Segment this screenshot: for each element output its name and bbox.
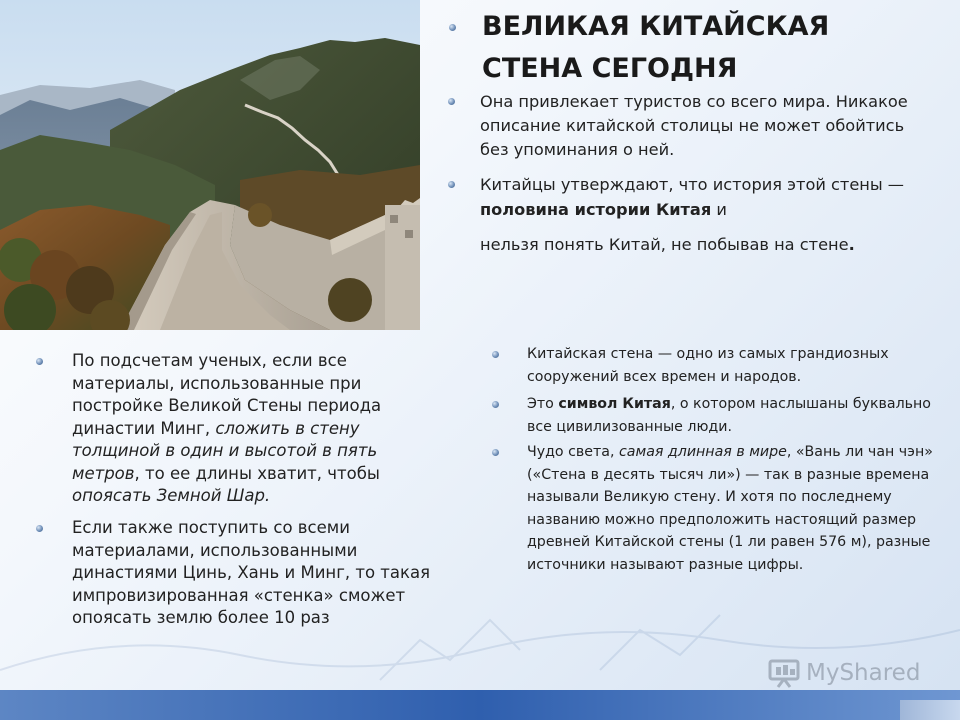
- bullet-icon: [492, 449, 499, 456]
- title-bullet-icon: [449, 24, 456, 31]
- tourists-paragraph: Она привлекает туристов со всего мира. Никакое описание китайской столицы не может обойтись без упоминания о ней.: [480, 92, 908, 159]
- names-paragraph: Чудо света, самая длинная в мире, «Вань ли чан чэн» («Стена в десять тысяч ли») — так в разные времена называли Великую стену. И хотя по последнему названию можно предположить настоящий размер древней Китайской стены (1 ли равен 576 м), разные источники называют разные цифры.: [527, 444, 933, 573]
- page-curl-decor: [900, 700, 960, 720]
- bullet-icon: [36, 525, 43, 532]
- bullet-icon: [448, 98, 455, 105]
- title-line-1: ВЕЛИКАЯ КИТАЙСКАЯ: [482, 11, 830, 42]
- symbol-paragraph: Это символ Китая, о котором наслышаны буквально все цивилизованные люди.: [527, 396, 931, 435]
- history-paragraph: Китайцы утверждают, что история этой стены — половина истории Китая и нельзя понять Китай, не побывав на стене.: [480, 175, 904, 254]
- materials-all-dynasties-paragraph: Если также поступить со всеми материалами, использованными династиями Цинь, Хань и Минг, то такая импровизированная «стенка» сможет опоясать землю более 10 раз: [72, 518, 431, 627]
- bottom-decor-bar: [0, 690, 960, 720]
- materials-ming-paragraph: По подсчетам ученых, если все материалы, использованные при постройке Великой Стены периода династии Минг, сложить в стену толщиной в один и высотой в пять метров, то ее длины хватит, чтобы опоясать Земной Шар.: [72, 351, 382, 505]
- bullet-icon: [492, 351, 499, 358]
- great-wall-photo: [0, 0, 420, 330]
- myshared-watermark: [768, 656, 920, 690]
- presentation-icon: [768, 658, 802, 688]
- slide-title: [482, 6, 942, 90]
- bullet-icon: [448, 181, 455, 188]
- title-line-2: СТЕНА СЕГОДНЯ: [482, 53, 738, 84]
- watermark-text: MyShared: [806, 660, 921, 686]
- grand-structure-paragraph: Китайская стена — одно из самых грандиозных сооружений всех времен и народов.: [527, 346, 889, 385]
- bullet-icon: [36, 358, 43, 365]
- bullet-icon: [492, 401, 499, 408]
